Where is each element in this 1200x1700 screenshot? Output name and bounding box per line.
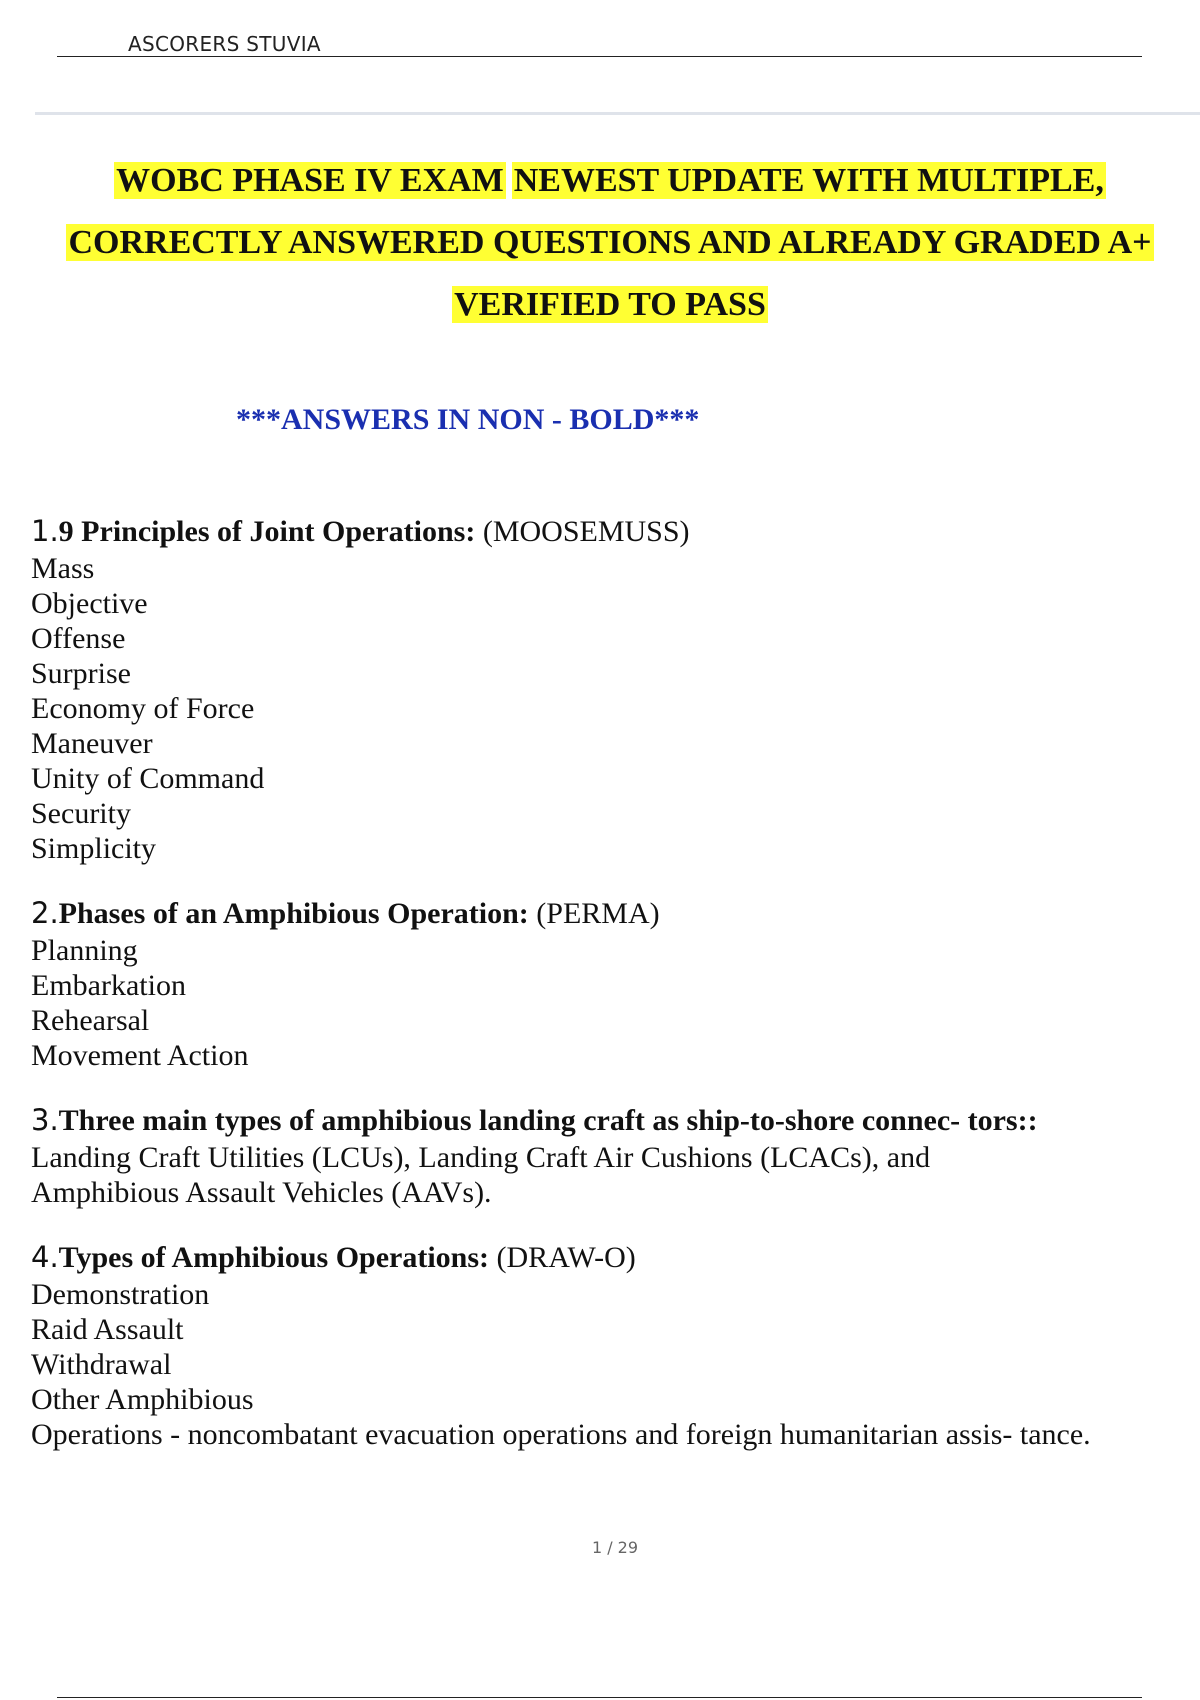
answer-line: Movement Action [31,1039,249,1072]
title-line-3 [20,274,1200,336]
running-header: ASCORERS STUVIA [128,32,321,56]
answer-line: Embarkation [31,969,186,1002]
question-item [31,512,1181,866]
question-mnemonic: (DRAW-O) [489,1241,636,1274]
answer-line: Unity of Command [31,762,265,795]
answer-line: Simplicity [31,832,157,865]
question-label: Three main types of amphibious landing craft as ship-to-shore connec- tors:: [58,1104,1038,1137]
question-item [31,1238,1181,1452]
header-rule [57,56,1142,57]
question-mnemonic: (PERMA) [528,897,660,930]
question-label: 9 Principles of Joint Operations: [58,515,476,548]
title-line-2 [20,212,1200,274]
question-label: Phases of an Amphibious Operation: [58,897,529,930]
answer-line: Other Amphibious [31,1383,254,1416]
question-list [31,512,1181,1480]
title-highlight: VERIFIED TO PASS [454,286,766,323]
title-highlight: CORRECTLY ANSWERED QUESTIONS AND ALREADY GRADED A+ [68,224,1152,261]
question-heading [31,1101,1181,1140]
question-number: 3. [31,1103,59,1137]
answer-line: Amphibious Assault Vehicles (AAVs). [31,1176,492,1209]
title-highlight: NEWEST UPDATE WITH MULTIPLE, [513,162,1104,199]
document-title [20,150,1200,336]
answer-line: Offense [31,622,126,655]
section-divider [35,112,1200,115]
answer-line: Operations - noncombatant evacuation operations and foreign humanitarian assis- tance. [31,1418,1091,1451]
title-highlight: WOBC PHASE IV EXAM [116,162,504,199]
page-number: 1 / 29 [591,1538,639,1557]
question-heading [31,894,1181,933]
question-number: 2. [31,896,59,930]
answer-line: Security [31,797,131,830]
question-heading [31,1238,1181,1277]
title-line-1 [20,150,1200,212]
footer-rule [57,1697,1142,1698]
question-number: 4. [31,1240,59,1274]
answer-line: Demonstration [31,1278,210,1311]
answer-line: Raid Assault [31,1313,184,1346]
question-mnemonic: (MOOSEMUSS) [475,515,690,548]
question-number: 1. [31,514,59,548]
answer-line: Rehearsal [31,1004,150,1037]
answer-line: Surprise [31,657,131,690]
answer-line: Maneuver [31,727,153,760]
question-label: Types of Amphibious Operations: [58,1241,490,1274]
answers-note: ***ANSWERS IN NON - BOLD*** [236,403,700,436]
answer-line: Landing Craft Utilities (LCUs), Landing Craft Air Cushions (LCACs), and [31,1141,931,1174]
question-item [31,894,1181,1073]
question-item [31,1101,1181,1210]
answer-line: Planning [31,934,138,967]
answer-line: Objective [31,587,148,620]
answer-line: Withdrawal [31,1348,172,1381]
question-heading [31,512,1181,551]
answer-line: Economy of Force [31,692,255,725]
answer-line: Mass [31,552,95,585]
